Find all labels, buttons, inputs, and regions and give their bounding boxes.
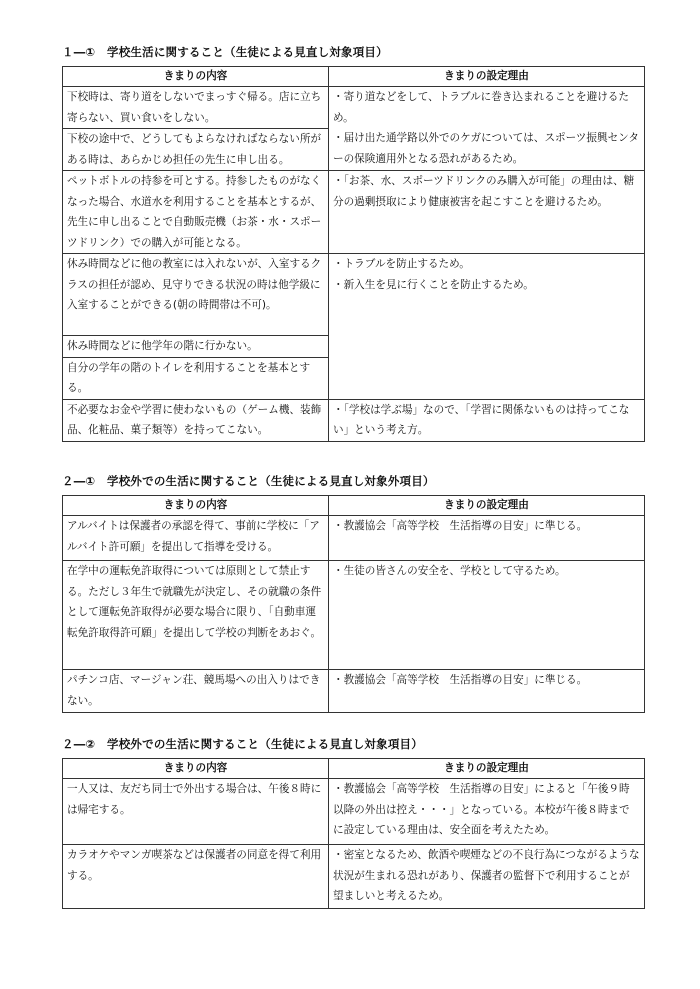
reason-line: ・届け出た通学路以外でのケガについては、スポーツ振興センターの保険適用外となる恐れがあるため。 (333, 132, 639, 165)
rule-content: 不必要なお金や学習に使わないもの（ゲーム機、装飾品、化粧品、菓子類等）を持ってこない。 (63, 399, 329, 441)
table-row (63, 399, 645, 441)
rule-reason: ・密室となるため、飲酒や喫煙などの不良行為につながるような状況が生まれる恐れがあり、保護者の監督下で利用することが望ましいと考えるため。 (329, 845, 645, 909)
section-2 (62, 473, 644, 713)
table-row (63, 516, 645, 561)
section-3 (62, 736, 644, 909)
rule-content: ペットボトルの持参を可とする。持参したものがなくなった場合、水道水を利用することを基本とするが、先生に申し出ることで自動販売機（お茶・水・スポーツドリンク）での購入が可能となる。 (63, 171, 329, 254)
table-row (63, 670, 645, 713)
rule-content: 下校の途中で、どうしてもよらなければならない所がある時は、あらかじめ担任の先生に申し出る。 (63, 129, 329, 171)
rules-table-2 (62, 495, 645, 713)
rule-reason: ・教護協会「高等学校 生活指導の目安」に準じる。 (329, 516, 645, 561)
table-row (63, 254, 645, 336)
table-row (63, 845, 645, 909)
reason-line: ・寄り道などをして、トラブルに巻き込まれることを避けるため。 (333, 91, 629, 124)
section-3-title: ２―② 学校外での生活に関すること（生徒による見直し対象項目） (62, 737, 423, 751)
rule-content: 一人又は、友だち同士で外出する場合は、午後８時には帰宅する。 (63, 779, 329, 845)
reason-line: ・新入生を見に行くことを防止するため。 (333, 278, 534, 291)
rule-reason: ・「お茶、水、スポーツドリンクのみ購入が可能」の理由は、糖分の過剰摂取により健康被害を起こすことを避けるため。 (329, 171, 645, 254)
table-row (63, 561, 645, 670)
rule-content: 休み時間などに他学年の階に行かない。 (63, 336, 329, 358)
table-row (63, 171, 645, 254)
table-row (63, 779, 645, 845)
section-2-title: ２―① 学校外での生活に関すること（生徒による見直し対象外項目） (62, 474, 435, 488)
table-header-row (63, 67, 645, 87)
header-content: きまりの内容 (63, 67, 329, 87)
section-1 (62, 44, 644, 442)
rule-content: 下校時は、寄り道をしないでまっすぐ帰る。店に立ち寄らない、買い食いをしない。 (63, 87, 329, 129)
header-reason: きまりの設定理由 (329, 67, 645, 87)
rule-content: パチンコ店、マージャン荘、競馬場への出入りはできない。 (63, 670, 329, 713)
header-reason: きまりの設定理由 (329, 759, 645, 779)
rule-content: 自分の学年の階のトイレを利用することを基本とする。 (63, 357, 329, 399)
header-content: きまりの内容 (63, 759, 329, 779)
rules-table-3 (62, 758, 645, 909)
rule-content: カラオケやマンガ喫茶などは保護者の同意を得て利用する。 (63, 845, 329, 909)
table-row (63, 87, 645, 129)
rules-table-1 (62, 66, 645, 442)
table-header-row (63, 496, 645, 516)
rule-reason: ・教護協会「高等学校 生活指導の目安」に準じる。 (329, 670, 645, 713)
section-1-title: １―① 学校生活に関すること（生徒による見直し対象項目） (62, 45, 388, 59)
rule-content: アルバイトは保護者の承認を得て、事前に学校に「アルバイト許可願」を提出して指導を受ける。 (63, 516, 329, 561)
header-reason: きまりの設定理由 (329, 496, 645, 516)
rule-content: 休み時間などに他の教室には入れないが、入室するクラスの担任が認め、見守りできる状況の時は他学級に入室することができる(朝の時間帯は不可)。 (63, 254, 329, 336)
rule-reason: ・「学校は学ぶ場」なので、「学習に関係ないものは持ってこない」という考え方。 (329, 399, 645, 441)
table-header-row (63, 759, 645, 779)
reason-line: ・トラブルを防止するため。 (333, 258, 470, 270)
rule-reason (329, 87, 645, 171)
rule-reason: ・生徒の皆さんの安全を、学校として守るため。 (329, 561, 645, 670)
rule-content: 在学中の運転免許取得については原則として禁止する。ただし３年生で就職先が決定し、その就職の条件として運転免許取得が必要な場合に限り、「自動車運転免許取得許可願」を提出して学校の判断をあおぐ。 (63, 561, 329, 670)
rule-reason: ・教護協会「高等学校 生活指導の目安」によると「午後９時以降の外出は控え・・・」となっている。本校が午後８時までに設定している理由は、安全面を考えたため。 (329, 779, 645, 845)
rule-reason (329, 254, 645, 400)
header-content: きまりの内容 (63, 496, 329, 516)
